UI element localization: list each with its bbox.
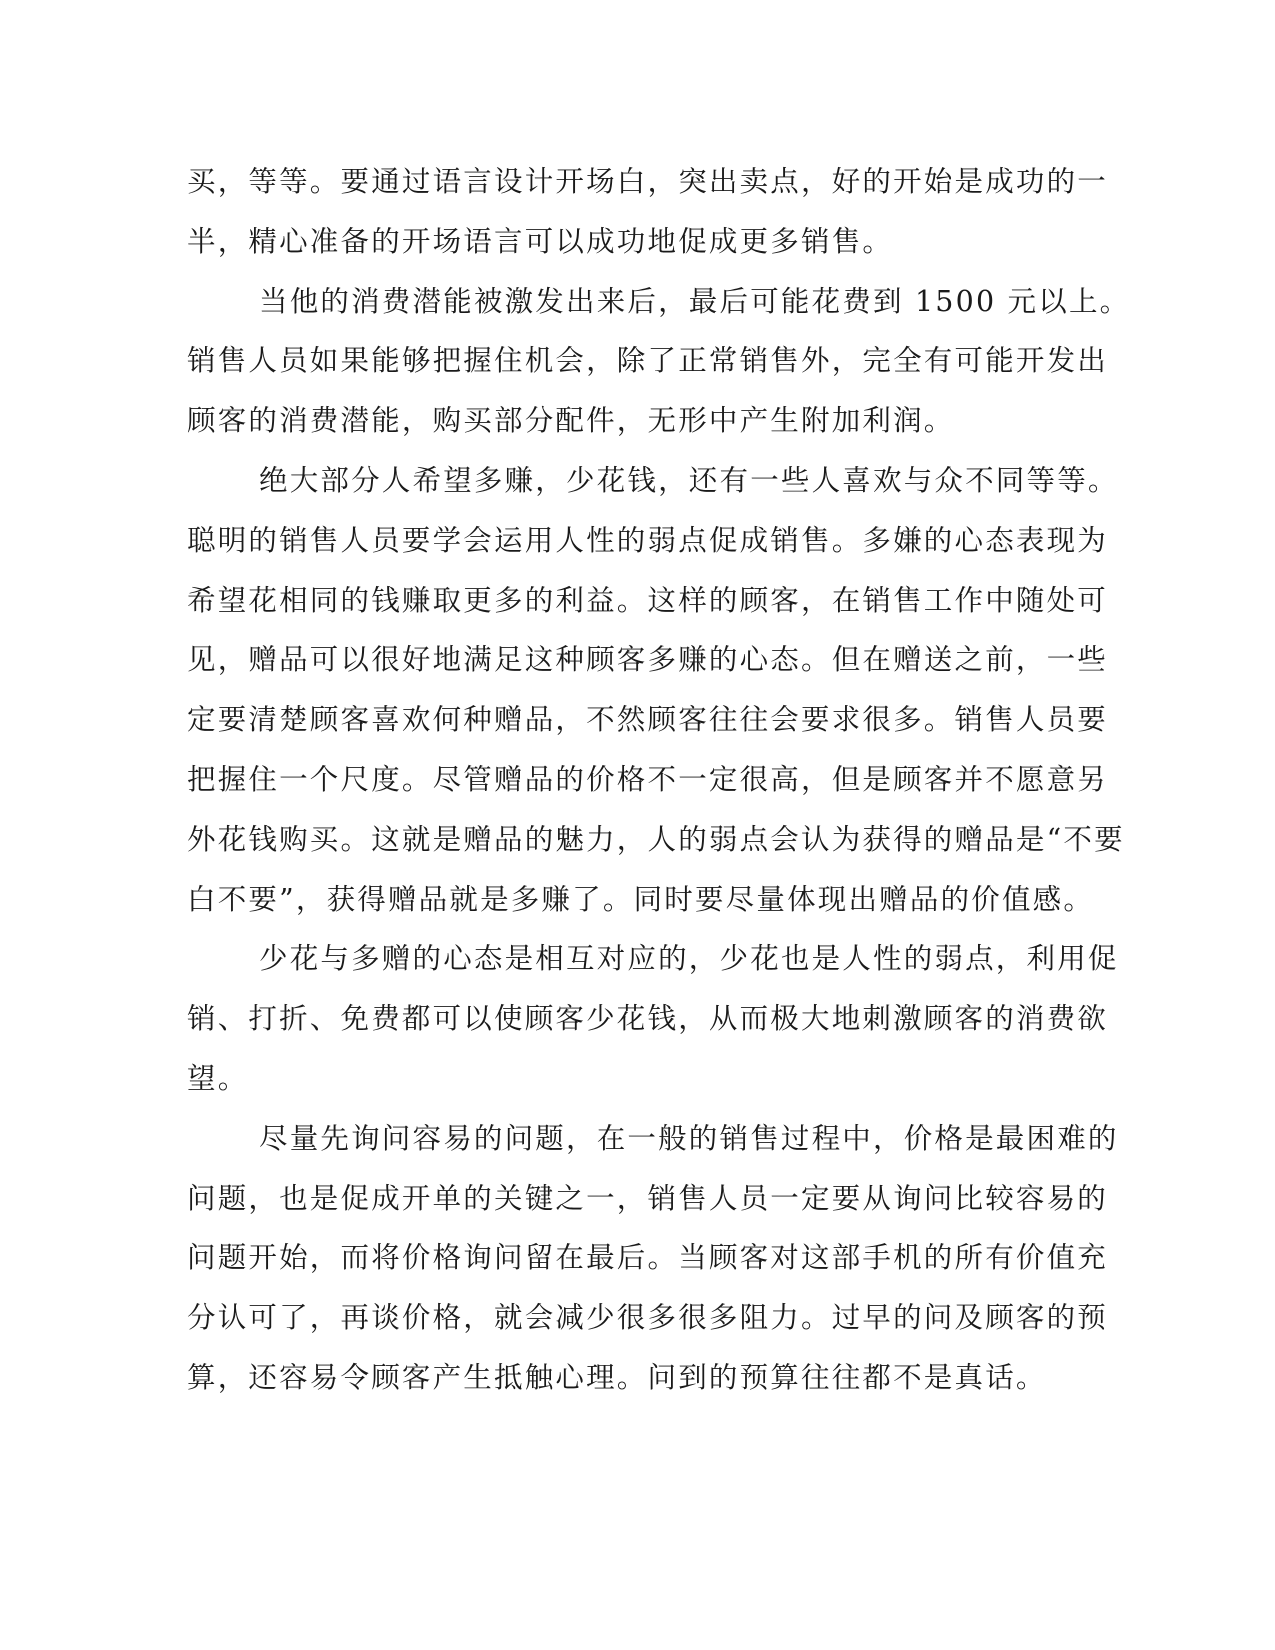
document-body: [187, 152, 1131, 1408]
paragraph-first-line: 尽量先询问容易的问题，在一般的销售过程中，价格是最困难的: [259, 1121, 1119, 1155]
text-line: 希望花相同的钱赚取更多的利益。这样的顾客，在销售工作中随处可: [187, 583, 1109, 617]
text-line: 定要清楚顾客喜欢何种赠品，不然顾客往往会要求很多。销售人员要: [187, 703, 1109, 737]
text-line: 见，赠品可以很好地满足这种顾客多赚的心态。但在赠送之前，一些: [187, 643, 1109, 677]
text-line: 聪明的销售人员要学会运用人性的弱点促成销售。多嫌的心态表现为: [187, 523, 1109, 557]
text-line: 把握住一个尺度。尽管赠品的价格不一定很高，但是顾客并不愿意另: [187, 762, 1109, 796]
text-line: 白不要”，获得赠品就是多赚了。同时要尽量体现出赠品的价值感。: [187, 882, 1095, 916]
paragraph-first-line: 少花与多赠的心态是相互对应的，少花也是人性的弱点，利用促: [259, 942, 1119, 976]
text-line: 半，精心准备的开场语言可以成功地促成更多销售。: [187, 224, 894, 258]
text-line: 买，等等。要通过语言设计开场白，突出卖点，好的开始是成功的一: [187, 165, 1109, 198]
paragraph-first-line: 当他的消费潜能被激发出来后，最后可能花费到 1500 元以上。: [259, 284, 1131, 318]
text-line: 望。: [187, 1061, 249, 1095]
text-line: 外花钱购买。这就是赠品的魅力，人的弱点会认为获得的赠品是“不要: [187, 822, 1125, 856]
paragraph-first-line: 绝大部分人希望多赚，少花钱，还有一些人喜欢与众不同等等。: [259, 463, 1119, 497]
text-line: 分认可了，再谈价格，就会减少很多很多阻力。过早的问及顾客的预: [187, 1301, 1109, 1335]
text-line: 算，还容易令顾客产生抵触心理。问到的预算往往都不是真话。: [187, 1360, 1047, 1394]
text-line: 销、打折、免费都可以使顾客少花钱，从而极大地刺激顾客的消费欲: [187, 1002, 1109, 1036]
text-line: 销售人员如果能够把握住机会，除了正常销售外，完全有可能开发出: [187, 344, 1109, 378]
text-line: 顾客的消费潜能，购买部分配件，无形中产生附加利润。: [187, 404, 955, 438]
text-line: 问题开始，而将价格询问留在最后。当顾客对这部手机的所有价值充: [187, 1241, 1109, 1275]
text-line: 问题，也是促成开单的关键之一，销售人员一定要从询问比较容易的: [187, 1181, 1109, 1215]
